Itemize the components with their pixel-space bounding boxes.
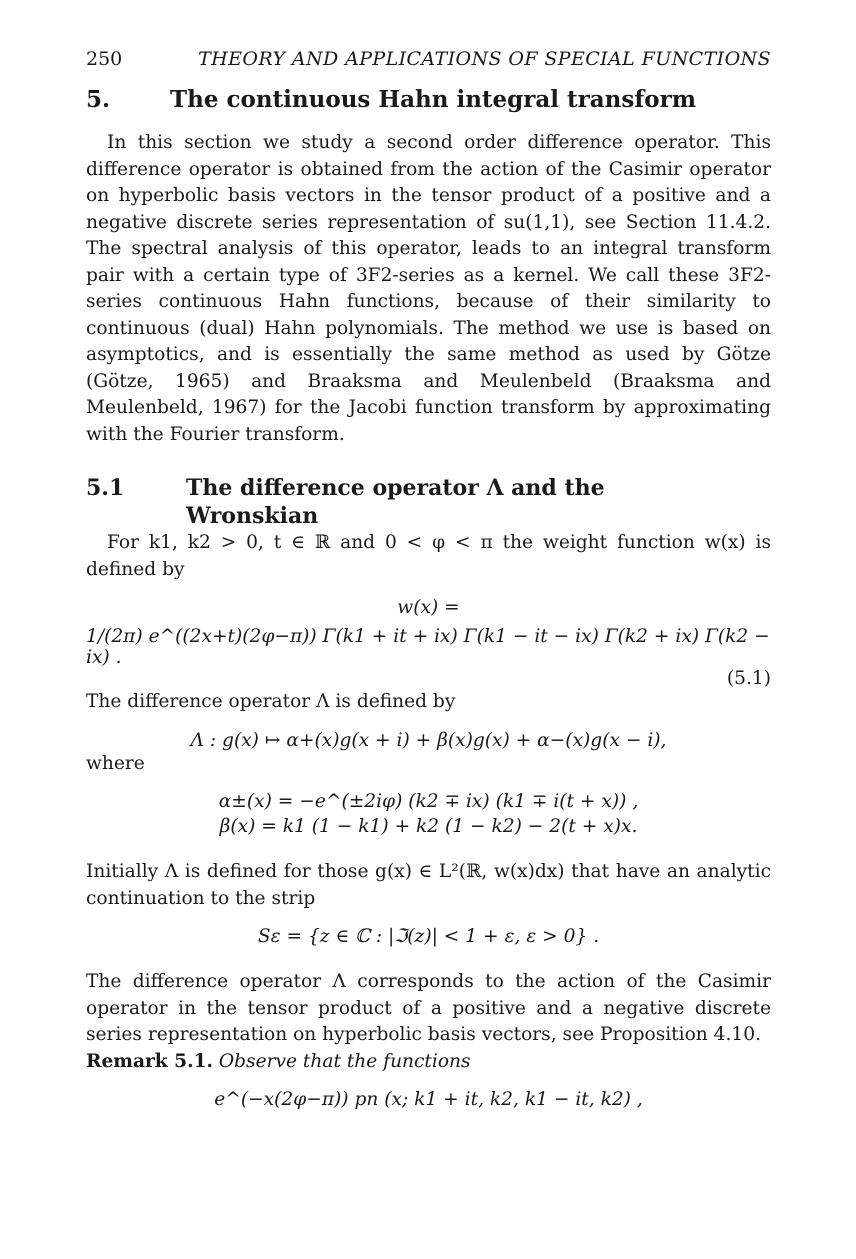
page-number: 250 bbox=[86, 48, 123, 70]
remark-text: Observe that the functions bbox=[218, 1050, 471, 1072]
remark-paragraph bbox=[86, 1049, 771, 1076]
equation-number: (5.1) bbox=[726, 668, 771, 689]
equation-strip: Sε = {z ∈ ℂ : |ℑ(z)| < 1 + ε, ε > 0} . bbox=[257, 926, 600, 947]
running-head bbox=[86, 48, 771, 82]
equation-beta: β(x) = k1 (1 − k1) + k2 (1 − k2) − 2(t + x)x. bbox=[219, 816, 638, 837]
subsection-title: The difference operator Λ and the Wronskian bbox=[186, 475, 605, 529]
where-text: where bbox=[86, 752, 145, 774]
equation-lambda: Λ : g(x) ↦ α+(x)g(x + i) + β(x)g(x) + α−(x)g(x − i), bbox=[190, 729, 667, 751]
operator-intro-paragraph: The difference operator Λ is defined by bbox=[86, 691, 456, 712]
page bbox=[86, 48, 771, 1110]
initially-paragraph: Initially Λ is defined for those g(x) ∈ L²(ℝ, w(x)dx) that have an analytic continuation to the strip bbox=[86, 861, 771, 909]
equation-weight-lhs: w(x) = bbox=[397, 597, 460, 618]
remark-label: Remark 5.1. bbox=[86, 1050, 213, 1072]
section-intro-paragraph: In this section we study a second order difference operator. This difference operator is obtained from the action of the Casimir operator on hyperbolic basis vectors in the tensor product of a positive and a negative discrete series representation of su(1,1), see Section 11.4.2. The spectral analysis of this operator, leads to an integral transform pair with a certain type of 3F2-series as a kernel. We call these 3F2-series continuous Hahn functions, because of their similarity to continuous (dual) Hahn polynomials. The method we use is based on asymptotics, and is essentially the same method as used by Götze (Götze, 1965) and Braaksma and Meulenbeld (Braaksma and Meulenbeld, 1967) for the Jacobi function transform by approximating with the Fourier transform. bbox=[86, 132, 771, 445]
casimir-paragraph: The difference operator Λ corresponds to the action of the Casimir operator in the tensor product of a positive and a negative discrete series representation on hyperbolic basis vectors, see Proposition 4.10. bbox=[86, 971, 771, 1045]
subsection-heading bbox=[86, 474, 771, 530]
equation-alpha: α±(x) = −e^(±2iφ) (k2 ∓ ix) (k1 ∓ i(t + x)) , bbox=[218, 791, 639, 812]
section-number: 5. bbox=[86, 86, 111, 113]
equation-remark: e^(−x(2φ−π)) pn (x; k1 + it, k2, k1 − it, k2) , bbox=[214, 1089, 643, 1110]
section-heading bbox=[86, 82, 771, 130]
equation-weight-rhs: 1/(2π) e^((2x+t)(2φ−π)) Γ(k1 + it + ix) Γ(k1 − it − ix) Γ(k2 + ix) Γ(k2 − ix) . bbox=[86, 626, 770, 668]
subsection-number: 5.1 bbox=[86, 475, 125, 501]
weight-intro-paragraph: For k1, k2 > 0, t ∈ ℝ and 0 < φ < π the weight function w(x) is defined by bbox=[86, 532, 771, 580]
running-title: THEORY AND APPLICATIONS OF SPECIAL FUNCTIONS bbox=[198, 48, 771, 70]
section-title: The continuous Hahn integral transform bbox=[170, 86, 697, 113]
